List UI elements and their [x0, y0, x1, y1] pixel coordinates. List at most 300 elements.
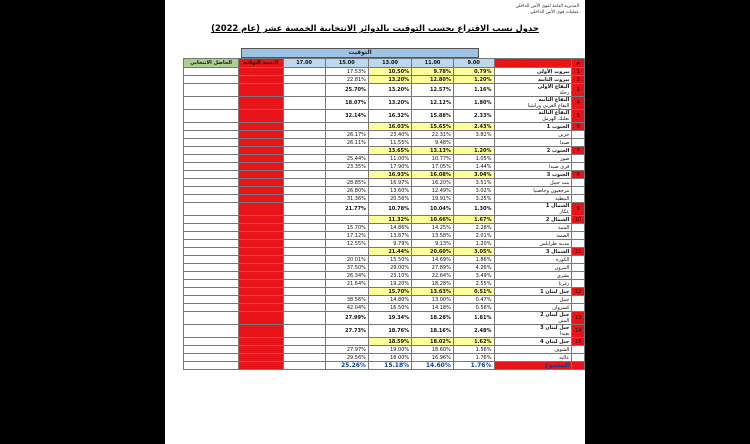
- cell-time-15: [325, 216, 368, 224]
- org-name: المديرية العامة لقوى الأمن الداخلي: [515, 4, 579, 9]
- cell-time-15: 26.34%: [325, 272, 368, 280]
- district-name: الجنوب 1: [546, 123, 570, 130]
- cell-index: 2: [572, 76, 585, 84]
- cell-final: [239, 97, 283, 110]
- cell-district: [494, 187, 572, 195]
- cell-district: [494, 325, 572, 338]
- cell-time-11: 15.65%: [412, 123, 454, 131]
- cell-time-9: 2.01%: [453, 232, 494, 240]
- cell-time-11: 13.13%: [412, 147, 454, 155]
- cell-time-15: 26.80%: [325, 187, 368, 195]
- cell-time-11: 13.58%: [412, 232, 454, 240]
- cell-index: 13: [572, 312, 585, 325]
- cell-final: [239, 123, 283, 131]
- col-time-17: 17.00: [283, 59, 325, 68]
- cell-time-9: 1.44%: [453, 163, 494, 171]
- cell-district: [494, 131, 572, 139]
- cell-time-13: 19.00%: [368, 346, 411, 354]
- cell-index: 4: [572, 97, 585, 110]
- cell-final: [239, 179, 283, 187]
- cell-time-9: 2.43%: [453, 123, 494, 131]
- cell-time-11: 16.96%: [412, 354, 454, 362]
- cell-time-11: 16.08%: [412, 171, 454, 179]
- cell-time-15: [325, 248, 368, 256]
- cell-time-13: 23.10%: [368, 272, 411, 280]
- cell-time-9: 4.26%: [453, 264, 494, 272]
- district-name: جبل لبنان 1: [540, 288, 570, 295]
- table-row: [184, 97, 585, 110]
- cell-time-9: 0.79%: [453, 68, 494, 76]
- col-final-rate: النسبة النهائية: [239, 59, 283, 68]
- cell-time-15: 15.70%: [325, 224, 368, 232]
- cell-final: [239, 280, 283, 288]
- cell-time-15: 26.11%: [325, 139, 368, 147]
- cell-time-9: 3.51%: [453, 179, 494, 187]
- cell-index: 12: [572, 288, 585, 296]
- cell-time-13: 16.50%: [368, 304, 411, 312]
- sub-district-name: البترون: [554, 264, 570, 271]
- cell-time-13: 13.20%: [368, 97, 411, 110]
- cell-time-13: 18.00%: [368, 354, 411, 362]
- cell-time-17: [283, 131, 325, 139]
- cell-time-15: 20.01%: [325, 256, 368, 264]
- cell-time-15: [325, 171, 368, 179]
- cell-time-17: [283, 288, 325, 296]
- cell-time-13: 19.20%: [368, 280, 411, 288]
- cell-district: [494, 346, 572, 354]
- cell-time-9: 1.20%: [453, 240, 494, 248]
- total-17: [283, 362, 325, 370]
- cell-final: [239, 312, 283, 325]
- cell-district: [494, 171, 572, 179]
- table-row: [184, 304, 585, 312]
- cell-quotient: [184, 338, 239, 346]
- cell-district: [494, 240, 572, 248]
- cell-time-13: 13.87%: [368, 232, 411, 240]
- cell-time-13: 17.90%: [368, 163, 411, 171]
- cell-quotient: [184, 312, 239, 325]
- cell-time-9: 0.56%: [453, 304, 494, 312]
- cell-time-11: 14.25%: [412, 224, 454, 232]
- sub-district-name: النبطية: [555, 195, 570, 202]
- cell-time-9: 2.28%: [453, 224, 494, 232]
- cell-time-11: 18.16%: [412, 325, 454, 338]
- table-row: [184, 147, 585, 155]
- district-name: بيروت الثانية: [537, 76, 570, 83]
- cell-time-15: 21.64%: [325, 280, 368, 288]
- cell-quotient: [184, 68, 239, 76]
- cell-final: [239, 346, 283, 354]
- cell-time-17: [283, 264, 325, 272]
- cell-time-9: [453, 139, 494, 147]
- cell-time-9: 3.49%: [453, 272, 494, 280]
- table-row: [184, 240, 585, 248]
- cell-index: [572, 272, 585, 280]
- cell-time-13: 11.32%: [368, 216, 411, 224]
- cell-time-17: [283, 147, 325, 155]
- cell-district: [494, 155, 572, 163]
- cell-quotient: [184, 264, 239, 272]
- turnout-table: [183, 58, 585, 370]
- time-banner: التوقيت: [241, 48, 479, 58]
- cell-index: 7: [572, 147, 585, 155]
- cell-time-17: [283, 338, 325, 346]
- cell-quotient: [184, 240, 239, 248]
- table-row: [184, 195, 585, 203]
- cell-time-13: 13.60%: [368, 187, 411, 195]
- cell-time-11: 14.69%: [412, 256, 454, 264]
- cell-time-9: 3.02%: [453, 187, 494, 195]
- cell-time-13: 18.59%: [368, 338, 411, 346]
- cell-time-17: [283, 224, 325, 232]
- total-11: 14.60%: [412, 362, 454, 370]
- cell-time-15: [325, 147, 368, 155]
- cell-final: [239, 187, 283, 195]
- cell-time-17: [283, 304, 325, 312]
- cell-quotient: [184, 84, 239, 97]
- cell-final: [239, 147, 283, 155]
- cell-quotient: [184, 139, 239, 147]
- cell-final: [239, 139, 283, 147]
- sub-district-name: مدينة طرابلس: [539, 240, 570, 247]
- district-name: جبل لبنان 2: [540, 312, 570, 318]
- cell-index: 14: [572, 325, 585, 338]
- cell-time-11: 16.20%: [412, 179, 454, 187]
- cell-time-15: 38.56%: [325, 296, 368, 304]
- cell-quotient: [184, 147, 239, 155]
- district-name: الشمال 1: [545, 203, 570, 209]
- cell-district: [494, 123, 572, 131]
- table-row: [184, 68, 585, 76]
- sub-district-name: صور: [560, 155, 570, 162]
- cell-district: [494, 97, 572, 110]
- cell-time-11: 15.88%: [412, 110, 454, 123]
- cell-final: [239, 264, 283, 272]
- cell-time-9: 1.56%: [453, 346, 494, 354]
- cell-index: [572, 296, 585, 304]
- cell-index: 6: [572, 123, 585, 131]
- cell-district: [494, 68, 572, 76]
- cell-index: [572, 280, 585, 288]
- cell-time-17: [283, 163, 325, 171]
- cell-time-9: 3.82%: [453, 131, 494, 139]
- sub-district-name: عاليه: [559, 354, 570, 361]
- cell-district: [494, 216, 572, 224]
- cell-final: [239, 296, 283, 304]
- cell-index: [572, 131, 585, 139]
- cell-index: 8: [572, 171, 585, 179]
- cell-district: [494, 256, 572, 264]
- cell-quotient: [184, 123, 239, 131]
- cell-quotient: [184, 280, 239, 288]
- cell-time-11: 12.57%: [412, 84, 454, 97]
- cell-time-13: 13.65%: [368, 147, 411, 155]
- cell-time-9: 1.80%: [453, 97, 494, 110]
- cell-district: [494, 76, 572, 84]
- sub-district-name: عكار: [559, 209, 570, 215]
- cell-final: [239, 163, 283, 171]
- col-district: الدائرة الكبرى/الدائرة الصغرى: [494, 59, 572, 68]
- cell-time-11: 9.78%: [412, 68, 454, 76]
- cell-time-15: [325, 123, 368, 131]
- cell-time-13: 13.20%: [368, 84, 411, 97]
- cell-time-15: 27.97%: [325, 346, 368, 354]
- cell-time-13: 10.50%: [368, 68, 411, 76]
- cell-time-13: 20.56%: [368, 195, 411, 203]
- cell-time-13: 16.03%: [368, 123, 411, 131]
- cell-time-11: 22.31%: [412, 131, 454, 139]
- dept-name: عمليات قوى الأمن الداخلي: [530, 10, 579, 15]
- cell-time-13: 21.44%: [368, 248, 411, 256]
- table-row: [184, 272, 585, 280]
- total-index: [572, 362, 585, 370]
- cell-index: [572, 304, 585, 312]
- cell-quotient: [184, 346, 239, 354]
- cell-quotient: [184, 304, 239, 312]
- cell-time-17: [283, 97, 325, 110]
- cell-time-13: 16.97%: [368, 179, 411, 187]
- sub-district-name: المنية: [557, 224, 570, 231]
- cell-final: [239, 325, 283, 338]
- cell-time-17: [283, 216, 325, 224]
- table-row: [184, 338, 585, 346]
- cell-final: [239, 272, 283, 280]
- cell-district: [494, 84, 572, 97]
- table-row: [184, 264, 585, 272]
- cell-district: [494, 195, 572, 203]
- cell-final: [239, 354, 283, 362]
- cell-time-13: 14.80%: [368, 296, 411, 304]
- table-row: [184, 288, 585, 296]
- sub-district-name: بشري: [556, 272, 570, 279]
- table-row: [184, 232, 585, 240]
- cell-time-17: [283, 296, 325, 304]
- cell-time-11: 12.12%: [412, 97, 454, 110]
- cell-time-9: 3.05%: [453, 248, 494, 256]
- table-row: [184, 155, 585, 163]
- cell-time-17: [283, 203, 325, 216]
- cell-time-15: 26.17%: [325, 131, 368, 139]
- cell-time-15: 17.12%: [325, 232, 368, 240]
- cell-quotient: [184, 296, 239, 304]
- table-row: [184, 280, 585, 288]
- cell-time-11: 17.05%: [412, 163, 454, 171]
- cell-time-15: 21.77%: [325, 203, 368, 216]
- cell-time-17: [283, 76, 325, 84]
- cell-time-11: 20.60%: [412, 248, 454, 256]
- cell-quotient: [184, 195, 239, 203]
- cell-final: [239, 304, 283, 312]
- cell-quotient: [184, 163, 239, 171]
- cell-time-15: 28.85%: [325, 179, 368, 187]
- cell-index: [572, 346, 585, 354]
- table-row: [184, 312, 585, 325]
- district-name: بيروت الأولى: [536, 68, 570, 75]
- cell-quotient: [184, 288, 239, 296]
- cell-final: [239, 76, 283, 84]
- cell-time-15: 42.04%: [325, 304, 368, 312]
- cell-time-11: 27.89%: [412, 264, 454, 272]
- district-name: الشمال 3: [545, 248, 570, 255]
- cell-index: [572, 179, 585, 187]
- cell-time-17: [283, 155, 325, 163]
- header-row: [184, 59, 585, 68]
- cell-time-9: 2.48%: [453, 325, 494, 338]
- cell-final: [239, 256, 283, 264]
- cell-time-17: [283, 179, 325, 187]
- table-row: [184, 216, 585, 224]
- district-name: الشمال 2: [545, 216, 570, 223]
- cell-index: [572, 256, 585, 264]
- cell-time-13: 10.78%: [368, 203, 411, 216]
- total-15: 25.26%: [325, 362, 368, 370]
- table-row: [184, 354, 585, 362]
- cell-time-15: 23.35%: [325, 163, 368, 171]
- cell-district: [494, 203, 572, 216]
- cell-index: 9: [572, 203, 585, 216]
- district-name: البقاع الثانية: [538, 97, 570, 103]
- cell-final: [239, 84, 283, 97]
- cell-quotient: [184, 325, 239, 338]
- cell-time-17: [283, 240, 325, 248]
- cell-index: 10: [572, 216, 585, 224]
- cell-time-9: 2.33%: [453, 110, 494, 123]
- table-row: [184, 296, 585, 304]
- col-electoral-quotient: الحاصل الانتخابي: [184, 59, 239, 68]
- cell-time-11: 19.91%: [412, 195, 454, 203]
- district-name: جبل لبنان 3: [540, 325, 570, 331]
- cell-time-13: 14.86%: [368, 224, 411, 232]
- cell-district: [494, 163, 572, 171]
- cell-time-13: 13.20%: [368, 76, 411, 84]
- cell-time-9: 1.67%: [453, 216, 494, 224]
- cell-time-17: [283, 280, 325, 288]
- sub-district-name: مرجعيون وحاصبيا: [533, 187, 570, 194]
- cell-time-17: [283, 139, 325, 147]
- sub-district-name: المتن: [558, 318, 570, 324]
- cell-quotient: [184, 248, 239, 256]
- table-row: [184, 110, 585, 123]
- cell-district: [494, 110, 572, 123]
- cell-index: [572, 240, 585, 248]
- cell-time-13: 16.32%: [368, 110, 411, 123]
- cell-index: [572, 163, 585, 171]
- table-row: [184, 179, 585, 187]
- cell-time-15: 29.56%: [325, 354, 368, 362]
- cell-time-11: 13.00%: [412, 296, 454, 304]
- district-name: الجنوب 3: [546, 171, 570, 178]
- cell-index: [572, 139, 585, 147]
- cell-final: [239, 224, 283, 232]
- cell-index: [572, 195, 585, 203]
- cell-final: [239, 110, 283, 123]
- cell-index: 3: [572, 84, 585, 97]
- cell-quotient: [184, 110, 239, 123]
- cell-time-15: 27.73%: [325, 325, 368, 338]
- cell-district: [494, 272, 572, 280]
- table-row: [184, 256, 585, 264]
- sub-district-name: البقاع الغربي وراشيا: [527, 103, 570, 109]
- cell-time-9: 1.20%: [453, 147, 494, 155]
- cell-index: 11: [572, 248, 585, 256]
- cell-time-11: 18.28%: [412, 280, 454, 288]
- cell-time-11: 9.13%: [412, 240, 454, 248]
- cell-final: [239, 171, 283, 179]
- table-row: [184, 248, 585, 256]
- cell-time-17: [283, 312, 325, 325]
- cell-final: [239, 288, 283, 296]
- sub-district-name: كسروان: [552, 304, 570, 311]
- cell-time-13: 18.76%: [368, 325, 411, 338]
- table-row: [184, 76, 585, 84]
- table-row: [184, 187, 585, 195]
- cell-index: [572, 187, 585, 195]
- cell-quotient: [184, 97, 239, 110]
- district-name: البقاع الأولى: [537, 84, 570, 90]
- cell-time-11: 9.48%: [412, 139, 454, 147]
- table-row: [184, 131, 585, 139]
- cell-time-17: [283, 123, 325, 131]
- cell-time-11: 10.66%: [412, 216, 454, 224]
- cell-quotient: [184, 272, 239, 280]
- cell-district: [494, 264, 572, 272]
- cell-time-15: 25.44%: [325, 155, 368, 163]
- sub-district-name: زغرتا: [558, 280, 570, 287]
- cell-final: [239, 195, 283, 203]
- table-row: [184, 346, 585, 354]
- total-13: 15.18%: [368, 362, 411, 370]
- cell-time-17: [283, 354, 325, 362]
- cell-quotient: [184, 224, 239, 232]
- cell-final: [239, 338, 283, 346]
- cell-district: [494, 147, 572, 155]
- cell-time-15: 12.55%: [325, 240, 368, 248]
- cell-district: [494, 248, 572, 256]
- cell-time-17: [283, 272, 325, 280]
- col-index: م: [572, 59, 585, 68]
- district-name: البقاع الثالثة: [538, 110, 570, 116]
- cell-district: [494, 280, 572, 288]
- cell-district: [494, 232, 572, 240]
- cell-time-17: [283, 256, 325, 264]
- cell-time-17: [283, 248, 325, 256]
- cell-index: [572, 155, 585, 163]
- cell-time-11: 18.28%: [412, 312, 454, 325]
- col-time-15: 15.00: [325, 59, 368, 68]
- cell-time-11: 13.63%: [412, 288, 454, 296]
- cell-district: [494, 224, 572, 232]
- cell-quotient: [184, 256, 239, 264]
- cell-final: [239, 232, 283, 240]
- cell-time-9: 0.51%: [453, 288, 494, 296]
- table-row: [184, 163, 585, 171]
- cell-index: [572, 354, 585, 362]
- cell-quotient: [184, 216, 239, 224]
- cell-final: [239, 68, 283, 76]
- sub-district-name: بنت جبيل: [550, 179, 570, 186]
- cell-quotient: [184, 354, 239, 362]
- sub-district-name: جزين: [558, 131, 570, 138]
- cell-time-15: [325, 338, 368, 346]
- cell-quotient: [184, 232, 239, 240]
- cell-time-9: 1.86%: [453, 256, 494, 264]
- cell-time-13: 11.55%: [368, 139, 411, 147]
- col-time-13: 13.00: [368, 59, 411, 68]
- cell-time-9: 0.47%: [453, 296, 494, 304]
- cell-time-15: [325, 288, 368, 296]
- table-row: [184, 139, 585, 147]
- cell-quotient: [184, 131, 239, 139]
